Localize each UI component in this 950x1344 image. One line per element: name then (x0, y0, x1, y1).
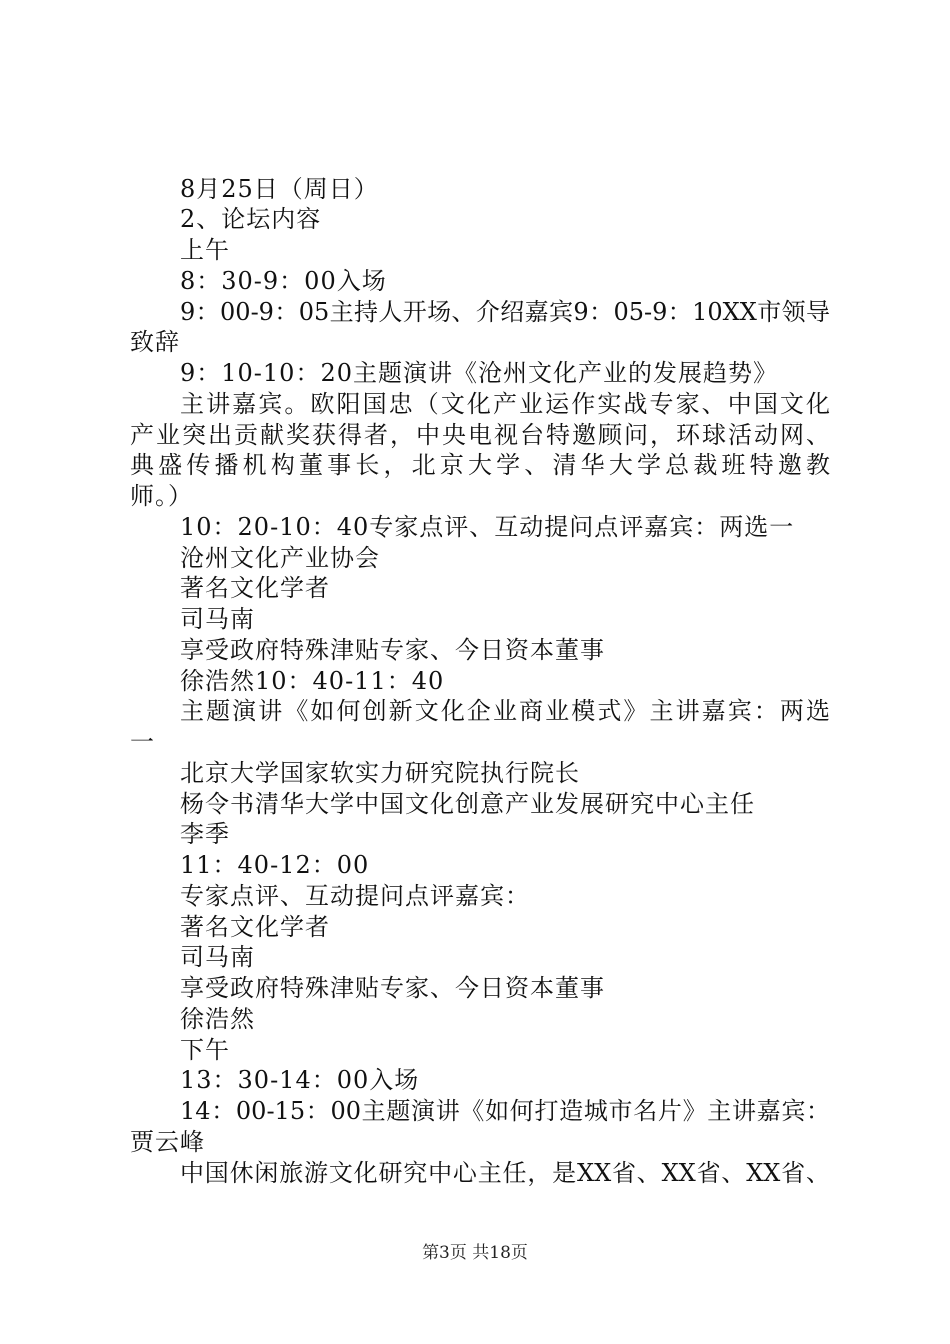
text-line: 14：00-15：00主题演讲《如何打造城市名片》主讲嘉宾： (180, 1097, 830, 1125)
text-line: 11：40-12：00 (180, 851, 370, 879)
text-line: 李季 (180, 820, 230, 848)
text-line: 13：30-14：00入场 (180, 1066, 420, 1094)
text-line: 司马南 (180, 605, 255, 633)
text-line: 专家点评、互动提问点评嘉宾： (180, 882, 530, 910)
text-line: 司马南 (180, 943, 255, 971)
text-line: 上午 (180, 236, 230, 264)
text-line: 8月25日（周日） (180, 175, 379, 203)
text-line: 主讲嘉宾。欧阳国忠（文化产业运作实战专家、中国文化 (180, 390, 830, 418)
text-line: 主题演讲《如何创新文化企业商业模式》主讲嘉宾：两选 (180, 697, 830, 725)
text-line: 中国休闲旅游文化研究中心主任，是XX省、XX省、XX省、 (180, 1159, 830, 1187)
text-line: 10：20-10：40专家点评、互动提问点评嘉宾：两选一 (180, 513, 795, 541)
text-line: 9：10-10：20主题演讲《沧州文化产业的发展趋势》 (180, 359, 778, 387)
text-line: 产业突出贡献奖获得者，中央电视台特邀顾问，环球活动网、 (130, 421, 830, 449)
text-line: 享受政府特殊津贴专家、今日资本董事 (180, 974, 605, 1002)
text-line: 一 (130, 728, 155, 756)
text-line: 北京大学国家软实力研究院执行院长 (180, 759, 580, 787)
text-line: 贾云峰 (130, 1128, 205, 1156)
text-line: 著名文化学者 (180, 574, 330, 602)
text-line: 9：00-9：05主持人开场、介绍嘉宾9：05-9：10XX市领导 (180, 298, 830, 326)
text-line: 下午 (180, 1036, 230, 1064)
section-heading: 2、论坛内容 (180, 205, 322, 233)
text-line: 享受政府特殊津贴专家、今日资本董事 (180, 636, 605, 664)
text-line: 徐浩然 (180, 1005, 255, 1033)
text-line: 典盛传播机构董事长，北京大学、清华大学总裁班特邀教 (130, 451, 830, 479)
page-number-footer: 第3页 共18页 (422, 1243, 528, 1263)
text-line: 致辞 (130, 328, 180, 356)
text-line: 杨令书清华大学中国文化创意产业发展研究中心主任 (180, 790, 755, 818)
text-line: 沧州文化产业协会 (180, 544, 380, 572)
text-line: 著名文化学者 (180, 913, 330, 941)
text-line: 8：30-9：00入场 (180, 267, 387, 295)
text-line: 徐浩然10：40-11：40 (180, 667, 445, 695)
text-line: 师。） (130, 482, 193, 510)
